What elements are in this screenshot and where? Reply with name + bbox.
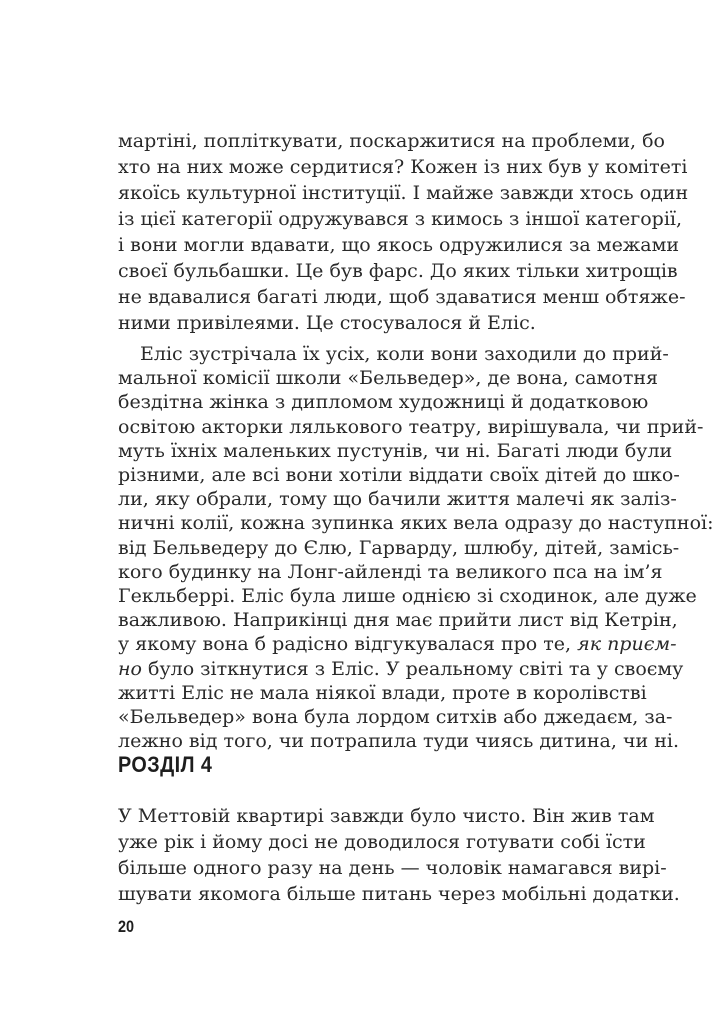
- text-line: шувати якомога більше питань через мобільні додатки.: [118, 883, 680, 905]
- text-line: освітою акторки лялькового театру, вирішувала, чи прий-: [118, 416, 704, 438]
- text-line: ними привілеями. Це стосувалося й Еліс.: [118, 312, 536, 334]
- text-line: Еліс зустрічала їх усіх, коли вони заходили до прий-: [140, 343, 669, 365]
- text-line: більше одного разу на день — чоловік намагався вирі-: [118, 857, 667, 879]
- italic-text: но: [118, 658, 142, 680]
- text-line: лежно від того, чи потрапила туди чиясь дитина, чи ні.: [118, 730, 679, 752]
- italic-text: як приєм-: [577, 633, 677, 655]
- text-line: бездітна жінка з дипломом художниці й додатковою: [118, 391, 649, 413]
- text-line: не вдавалися багаті люди, щоб здаватися менш обтяже-: [118, 286, 686, 308]
- text-line: і вони могли вдавати, що якось одружилися за межами: [118, 234, 680, 256]
- text-line: житті Еліс не мала ніякої влади, проте в королівстві: [118, 682, 647, 704]
- text-line: «Бельведер» вона була лордом ситхів або джедаєм, за-: [118, 706, 673, 728]
- text-line: ли, яку обрали, тому що бачили життя малечі як заліз-: [118, 488, 677, 510]
- text-line: від Бельведеру до Єлю, Гарварду, шлюбу, дітей, замісь-: [118, 537, 680, 559]
- text-segment: було зіткнутися з Еліс. У реальному світі та у своєму: [148, 658, 684, 680]
- text-line: хто на них може сердитися? Кожен із них був у комітеті: [118, 156, 688, 178]
- text-segment: у якому вона б радісно відгукувалася про те,: [118, 633, 578, 655]
- text-line: мальної комісії школи «Бельведер», де вона, самотня: [118, 367, 659, 389]
- text-line-with-italic: [118, 631, 677, 657]
- text-line-with-italic: [118, 656, 684, 682]
- text-line: різними, але всі вони хотіли віддати своїх дітей до шко-: [118, 464, 680, 486]
- page-number: 20: [118, 917, 135, 936]
- text-line: своєї бульбашки. Це був фарс. До яких тільки хитрощів: [118, 260, 678, 282]
- text-line: Гекльберрі. Еліс була лише однією зі сходинок, але дуже: [118, 585, 697, 607]
- text-line: кого будинку на Лонг-айленді та великого пса на ім’я: [118, 561, 663, 583]
- text-line: У Меттовій квартирі завжди було чисто. Він жив там: [118, 805, 655, 827]
- text-line: важливою. Наприкінці дня має прийти лист від Кетрін,: [118, 609, 678, 631]
- text-line: із цієї категорії одружувався з кимось з іншої категорії,: [118, 208, 683, 230]
- chapter-heading: РОЗДІЛ 4: [118, 752, 213, 777]
- text-line: муть їхніх маленьких пустунів, чи ні. Багаті люди були: [118, 440, 673, 462]
- text-line: якоїсь культурної інституції. І майже завжди хтось один: [118, 182, 689, 204]
- text-line: уже рік і йому досі не доводилося готувати собі їсти: [118, 831, 646, 853]
- text-line: ничні колії, кожна зупинка яких вела одразу до наступної:: [118, 512, 714, 534]
- text-line: мартіні, попліткувати, поскаржитися на проблеми, бо: [118, 130, 665, 152]
